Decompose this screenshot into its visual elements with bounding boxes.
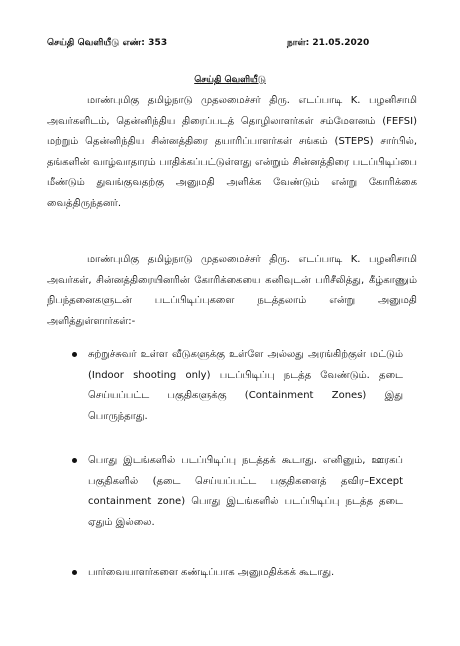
list-item-text: பார்வையாளர்களை கண்டிப்பாக அனுமதிக்கக் கூடாது. [88, 567, 335, 578]
list-item [88, 451, 403, 533]
list-item [88, 563, 403, 584]
paragraph-permission [47, 250, 417, 332]
release-number: செய்தி வெளியீடு எண்: 353 [47, 38, 168, 48]
bullet-icon [72, 352, 77, 357]
list-item-text: பொது இடங்களில் படப்பிடிப்பு நடத்தக் கூடாது. எனினும், ஊரகப் பகுதிகளில் (தடை செய்யப்பட்ட பகுதிகளைத் தவிர–Except containment zone) பொது இடங்களில் படப்பிடிப்பு நடத்த தடை ஏதும் இல்லை. [88, 455, 403, 528]
document-title: செய்தி வெளியீடு [194, 75, 266, 85]
paragraph-text: மாண்புமிகு தமிழ்நாடு முதலமைச்சர் திரு. எடப்பாடி K. பழனிசாமி அவர்கள், சின்னத்திரையினரின் கோரிக்கையை கனிவுடன் பரிசீலித்து, கீழ்காணும் நிபந்தனைகளுடன் படப்பிடிப்புகளை நடத்தலாம் என்று அனுமதி அளித்துள்ளார்கள்:- [47, 254, 417, 327]
bullet-icon [72, 458, 77, 463]
list-item [88, 345, 403, 427]
paragraph-text: மாண்புமிகு தமிழ்நாடு முதலமைச்சர் திரு. எடப்பாடி K. பழனிசாமி அவர்களிடம், தென்னிந்திய திரைப்படத் தொழிலாளர்கள் சம்மேளனம் (FEFSI) மற்றும் தென்னிந்திய சின்னத்திரை தயாரிப்பாளர்கள் சங்கம் (STEPS) சார்பில், தங்களின் வாழ்வாதாரம் பாதிக்கப்பட்டுள்ளது என்றும் சின்னத்திரை படப்பிடிப்பை மீண்டும் துவங்குவதற்கு அனுமதி அளிக்க வேண்டும் என்று கோரிக்கை வைத்திருந்தனர். [47, 95, 417, 209]
bullet-icon [72, 570, 77, 575]
list-item-text: சுற்றுச்சுவர் உள்ள வீடுகளுக்கு உள்ளே அல்லது அரங்கிற்குள் மட்டும் (Indoor shooting only) படப்பிடிப்பு நடத்த வேண்டும். தடை செய்யப்பட்ட பகுதிகளுக்கு (Containment Zones) இது பொருந்தாது. [88, 349, 403, 422]
release-date: நாள்: 21.05.2020 [287, 38, 370, 48]
paragraph-request [47, 91, 417, 214]
